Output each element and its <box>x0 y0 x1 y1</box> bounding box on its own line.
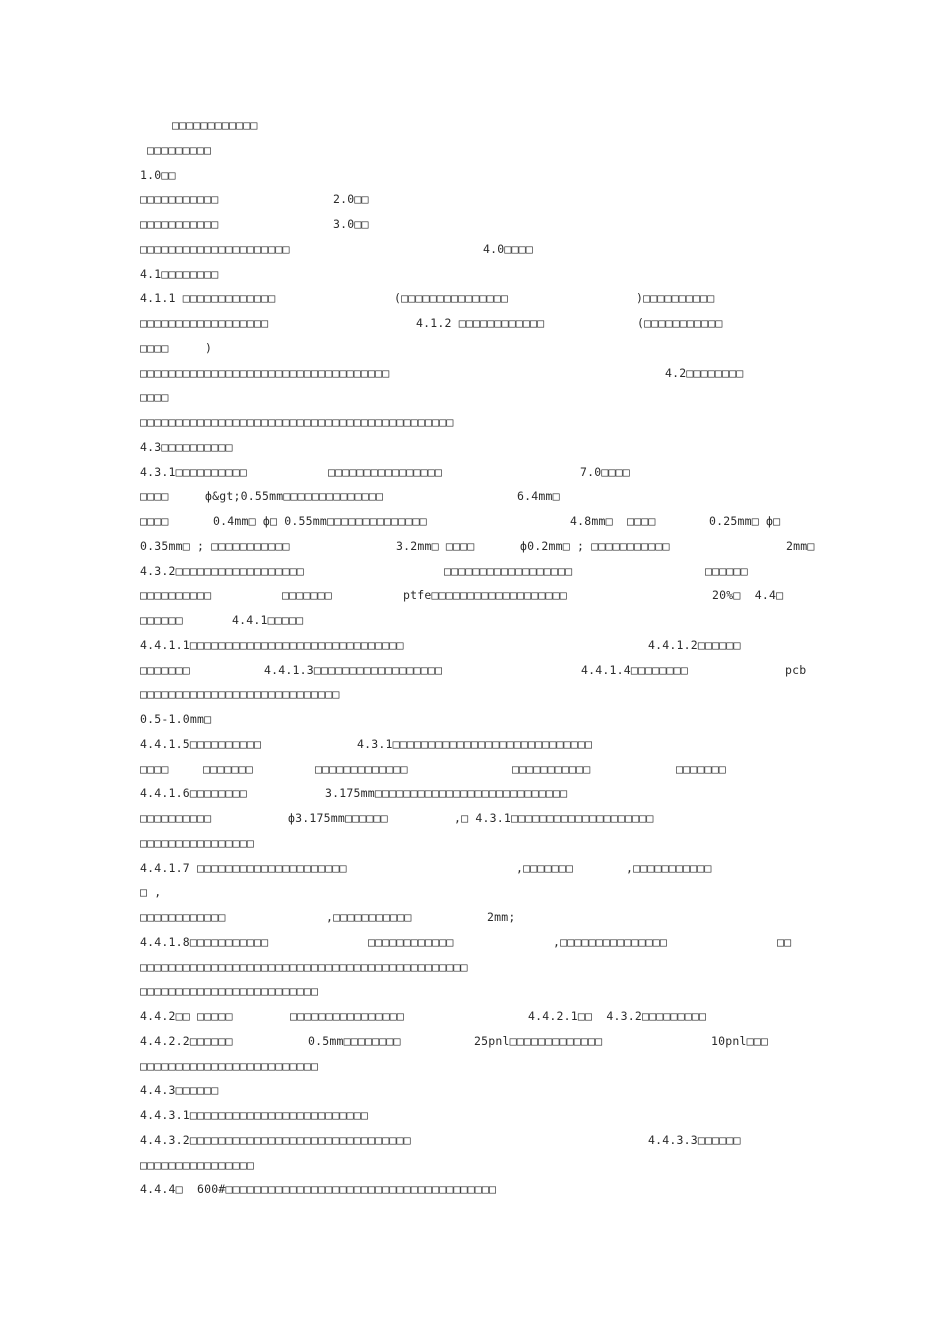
text-line <box>0 588 950 612</box>
text-line <box>0 786 950 810</box>
text-segment: □□□□ <box>140 514 169 528</box>
text-segment: □□□□□□□□□ <box>147 143 212 157</box>
text-segment: 4.4.1.7 □□□□□□□□□□□□□□□□□□□□□ <box>140 861 347 875</box>
text-segment: ,□□□□□□□□□□□□□□□ <box>553 935 667 949</box>
text-segment: 4.4.1.1□□□□□□□□□□□□□□□□□□□□□□□□□□□□□□ <box>140 638 404 652</box>
text-segment: □□□□□□□□□□□□□□□□□□□□□□□□□□□□□□□□□□□ <box>140 366 390 380</box>
text-segment: ,□□□□□□□□□□□ <box>326 910 412 924</box>
text-segment: □ , <box>140 885 162 899</box>
text-segment: 4.3□□□□□□□□□□ <box>140 440 233 454</box>
text-segment: 4.4.2.2□□□□□□ <box>140 1034 233 1048</box>
text-segment: □□□□ <box>140 762 169 776</box>
text-segment: ф3.175mm□□□□□□ <box>288 811 388 825</box>
text-segment: 7.0□□□□ <box>580 465 630 479</box>
text-segment: □□□□□□□□□□□□□□□□ <box>140 836 254 850</box>
text-segment: 2.0□□ <box>333 192 369 206</box>
text-segment: □□ <box>777 935 792 949</box>
text-segment: □□□□□□□□□□□□ <box>368 935 454 949</box>
text-segment: 10pnl□□□ <box>711 1034 768 1048</box>
text-segment: □□□□□□□□□□□□□□□□□□□□□ <box>140 242 290 256</box>
text-segment: 4.1.1 □□□□□□□□□□□□□ <box>140 291 276 305</box>
text-line <box>0 613 950 637</box>
text-line <box>0 984 950 1008</box>
text-segment: 4.3.2□□□□□□□□□□□□□□□□□□ <box>140 564 304 578</box>
text-segment: 3.2mm□ □□□□ <box>396 539 475 553</box>
text-line <box>0 415 950 439</box>
text-line <box>0 1059 950 1083</box>
text-segment: 0.5mm□□□□□□□□ <box>308 1034 401 1048</box>
text-line <box>0 316 950 340</box>
text-segment: □□□□ <box>140 341 169 355</box>
text-line <box>0 217 950 241</box>
text-segment: 4.4.1.5□□□□□□□□□□ <box>140 737 262 751</box>
text-line <box>0 564 950 588</box>
text-segment: □□□□□□ <box>140 613 183 627</box>
text-segment: □□□□□□□□□□□□□ <box>315 762 408 776</box>
text-segment: 4.4.1.4□□□□□□□□ <box>581 663 688 677</box>
text-segment: 20%□ 4.4□ <box>712 588 784 602</box>
text-segment: □□□□□□□□□□□□□□□□□□□□□□□□□ <box>140 1059 319 1073</box>
text-segment: 4.4.1.3□□□□□□□□□□□□□□□□□□ <box>264 663 443 677</box>
text-segment: 4.1.2 □□□□□□□□□□□□ <box>416 316 545 330</box>
text-line <box>0 390 950 414</box>
text-segment: □□□□□□□□□□□□□□□□□□ <box>140 316 269 330</box>
text-segment: 4.4.2□□ □□□□□ <box>140 1009 233 1023</box>
text-segment: □□□□□□□□□□ <box>140 588 212 602</box>
text-line <box>0 663 950 687</box>
text-line <box>0 1158 950 1182</box>
text-segment: 4.0□□□□ <box>483 242 533 256</box>
text-segment: 4.4.3□□□□□□ <box>140 1083 219 1097</box>
text-segment: □□□□□□□ <box>203 762 253 776</box>
text-segment: 4.4.1□□□□□ <box>232 613 304 627</box>
text-segment: 0.4mm□ ф□ 0.55mm□□□□□□□□□□□□□□ <box>213 514 427 528</box>
text-segment: ,□ 4.3.1□□□□□□□□□□□□□□□□□□□□ <box>454 811 654 825</box>
text-segment: ф0.2mm□ ; □□□□□□□□□□□ <box>520 539 670 553</box>
text-segment: 25pnl□□□□□□□□□□□□□ <box>474 1034 603 1048</box>
text-line <box>0 1108 950 1132</box>
text-segment: 4.4.4□ 600#□□□□□□□□□□□□□□□□□□□□□□□□□□□□□□□□□□□□□□ <box>140 1182 497 1196</box>
text-segment: □□□□□□□□□□□□ <box>140 910 226 924</box>
text-segment: □□□□□□□ <box>140 663 190 677</box>
text-line <box>0 143 950 167</box>
text-segment: □□□□□□□ <box>282 588 332 602</box>
text-line <box>0 514 950 538</box>
text-line <box>0 1034 950 1058</box>
text-line <box>0 1009 950 1033</box>
text-segment: 1.0□□ <box>140 168 176 182</box>
text-segment: 2mm; <box>487 910 516 924</box>
text-segment: 4.4.3.2□□□□□□□□□□□□□□□□□□□□□□□□□□□□□□□ <box>140 1133 411 1147</box>
text-segment: pcb <box>785 663 807 677</box>
text-segment: 4.4.1.8□□□□□□□□□□□ <box>140 935 269 949</box>
text-segment: ф&gt;0.55mm□□□□□□□□□□□□□□ <box>205 489 384 503</box>
text-line <box>0 910 950 934</box>
text-segment: 6.4mm□ <box>517 489 560 503</box>
text-segment: 4.3.1□□□□□□□□□□□□□□□□□□□□□□□□□□□□ <box>357 737 593 751</box>
text-segment: ,□□□□□□□ <box>516 861 573 875</box>
text-segment: ,□□□□□□□□□□□ <box>626 861 712 875</box>
text-segment: 4.2□□□□□□□□ <box>665 366 744 380</box>
text-line <box>0 762 950 786</box>
text-segment: 3.175mm□□□□□□□□□□□□□□□□□□□□□□□□□□□ <box>325 786 568 800</box>
text-line <box>0 192 950 216</box>
text-segment: 4.8mm□ □□□□ <box>570 514 656 528</box>
text-line <box>0 935 950 959</box>
text-line <box>0 1182 950 1206</box>
text-line <box>0 291 950 315</box>
text-segment: 4.4.3.1□□□□□□□□□□□□□□□□□□□□□□□□□ <box>140 1108 368 1122</box>
text-segment: □□□□□□ <box>705 564 748 578</box>
text-line <box>0 687 950 711</box>
text-segment: )□□□□□□□□□□ <box>636 291 715 305</box>
text-segment: 2mm□ <box>786 539 815 553</box>
text-line <box>0 712 950 736</box>
text-segment: □□□□□□□□□□□□□□□□ <box>290 1009 404 1023</box>
text-segment: □□□□□□□□□□□□□□□□ <box>140 1158 254 1172</box>
text-segment: □□□□□□□□□□□□□□□□□□□□□□□□□□□□□□□□□□□□□□□□□□□□□□ <box>140 960 468 974</box>
text-line <box>0 836 950 860</box>
text-line <box>0 267 950 291</box>
text-segment: □□□□□□□□□□□□ <box>172 118 258 132</box>
text-line <box>0 168 950 192</box>
text-line <box>0 242 950 266</box>
text-line <box>0 366 950 390</box>
text-line <box>0 885 950 909</box>
text-line <box>0 638 950 662</box>
text-line <box>0 1083 950 1107</box>
text-segment: 3.0□□ <box>333 217 369 231</box>
text-segment: 4.1□□□□□□□□ <box>140 267 219 281</box>
text-line <box>0 737 950 761</box>
text-segment: □□□□ <box>140 390 169 404</box>
text-segment: 4.4.1.2□□□□□□ <box>648 638 741 652</box>
text-segment: □□□□□□□□□□□ <box>140 217 219 231</box>
text-segment: 0.25mm□ ф□ <box>709 514 781 528</box>
text-line <box>0 1133 950 1157</box>
text-segment: ptfe□□□□□□□□□□□□□□□□□□□ <box>403 588 567 602</box>
text-segment: 4.4.2.1□□ 4.3.2□□□□□□□□□ <box>528 1009 707 1023</box>
text-segment: □□□□□□□□□□□□□□□□□□ <box>444 564 573 578</box>
text-segment: ) <box>205 341 213 355</box>
text-line <box>0 539 950 563</box>
text-line <box>0 465 950 489</box>
text-segment: □□□□□□□□□□□□□□□□ <box>328 465 442 479</box>
text-line <box>0 960 950 984</box>
text-segment: 4.3.1□□□□□□□□□□ <box>140 465 247 479</box>
text-line <box>0 489 950 513</box>
text-segment: 0.35mm□ ; □□□□□□□□□□□ <box>140 539 290 553</box>
text-segment: □□□□□□□□□□□□□□□□□□□□□□□□□ <box>140 984 319 998</box>
text-segment: □□□□□□□□□□ <box>140 811 212 825</box>
text-segment: 4.4.3.3□□□□□□ <box>648 1133 741 1147</box>
text-segment: □□□□ <box>140 489 169 503</box>
text-segment: □□□□□□□□□□□ <box>140 192 219 206</box>
text-segment: □□□□□□□□□□□□□□□□□□□□□□□□□□□□ <box>140 687 340 701</box>
text-segment: □□□□□□□ <box>676 762 726 776</box>
text-segment: 0.5-1.0mm□ <box>140 712 212 726</box>
text-segment: (□□□□□□□□□□□□□□□ <box>394 291 508 305</box>
text-segment: 4.4.1.6□□□□□□□□ <box>140 786 247 800</box>
text-line <box>0 118 950 142</box>
text-segment: □□□□□□□□□□□□□□□□□□□□□□□□□□□□□□□□□□□□□□□□□□□□ <box>140 415 454 429</box>
text-line <box>0 811 950 835</box>
text-line <box>0 440 950 464</box>
text-segment: □□□□□□□□□□□ <box>512 762 591 776</box>
text-line <box>0 341 950 365</box>
text-line <box>0 861 950 885</box>
text-segment: (□□□□□□□□□□□ <box>637 316 723 330</box>
